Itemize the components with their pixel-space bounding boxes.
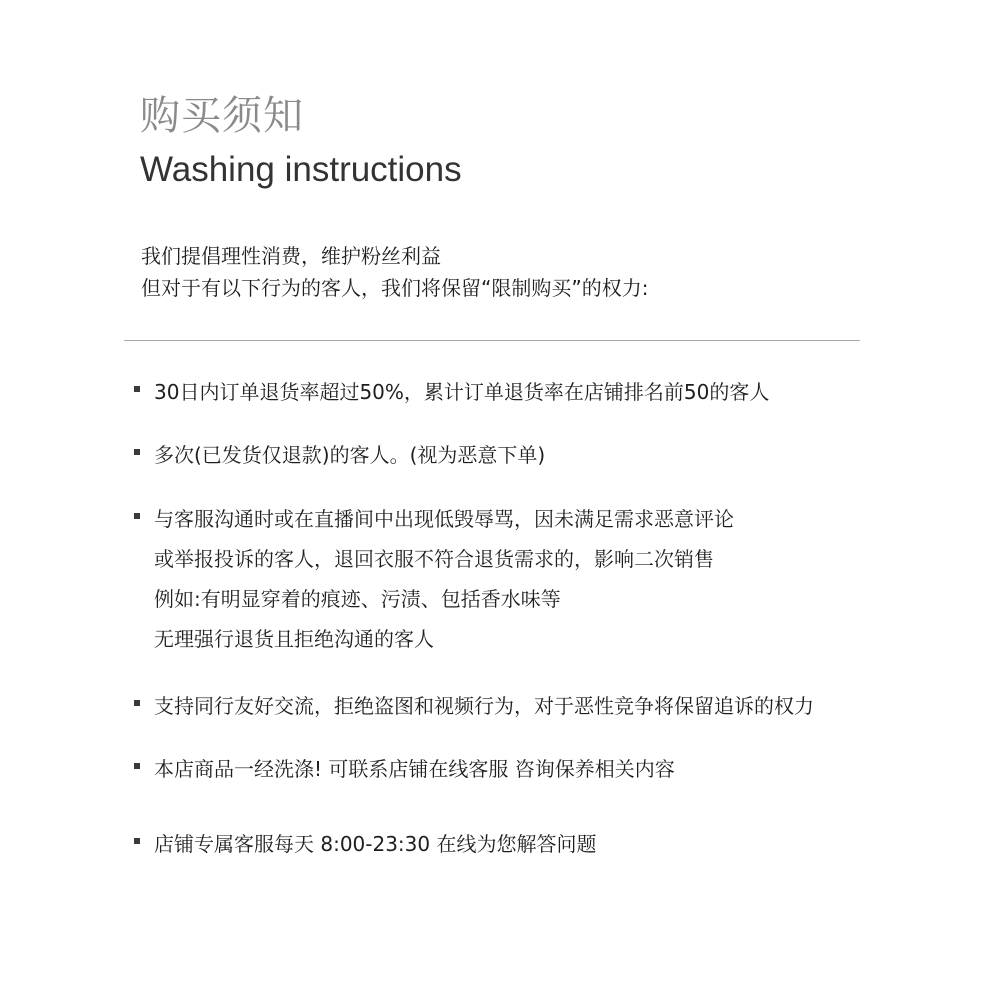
- bullet-icon: [134, 763, 140, 769]
- page-title-cn: 购买须知: [140, 93, 304, 139]
- bullet-icon: [134, 700, 140, 706]
- intro-line: 但对于有以下行为的客人，我们将保留“限制购买”的权力:: [141, 276, 649, 300]
- page-title-en: Washing instructions: [140, 150, 462, 189]
- bullet-icon: [134, 386, 140, 392]
- rule-text: 支持同行友好交流，拒绝盗图和视频行为，对于恶性竞争将保留追诉的权力: [154, 694, 814, 718]
- rule-text: 例如:有明显穿着的痕迹、污渍、包括香水味等: [154, 587, 561, 611]
- rule-text: 店铺专属客服每天 8:00-23:30 在线为您解答问题: [154, 832, 597, 856]
- bullet-icon: [134, 513, 140, 519]
- bullet-icon: [134, 838, 140, 844]
- rule-text: 与客服沟通时或在直播间中出现低毁辱骂，因未满足需求恶意评论: [154, 507, 734, 531]
- intro-text: [141, 240, 648, 304]
- intro-line: 我们提倡理性消费，维护粉丝利益: [141, 244, 441, 268]
- rule-text: 无理强行退货且拒绝沟通的客人: [154, 627, 434, 651]
- rule-text: 30日内订单退货率超过50%，累计订单退货率在店铺排名前50的客人: [154, 380, 770, 404]
- divider: [124, 340, 860, 341]
- rule-text: 或举报投诉的客人，退回衣服不符合退货需求的，影响二次销售: [154, 547, 714, 571]
- rule-text: 多次(已发货仅退款)的客人。(视为恶意下单): [154, 443, 546, 467]
- rule-text: 本店商品一经洗涤! 可联系店铺在线客服 咨询保养相关内容: [154, 757, 675, 781]
- bullet-icon: [134, 449, 140, 455]
